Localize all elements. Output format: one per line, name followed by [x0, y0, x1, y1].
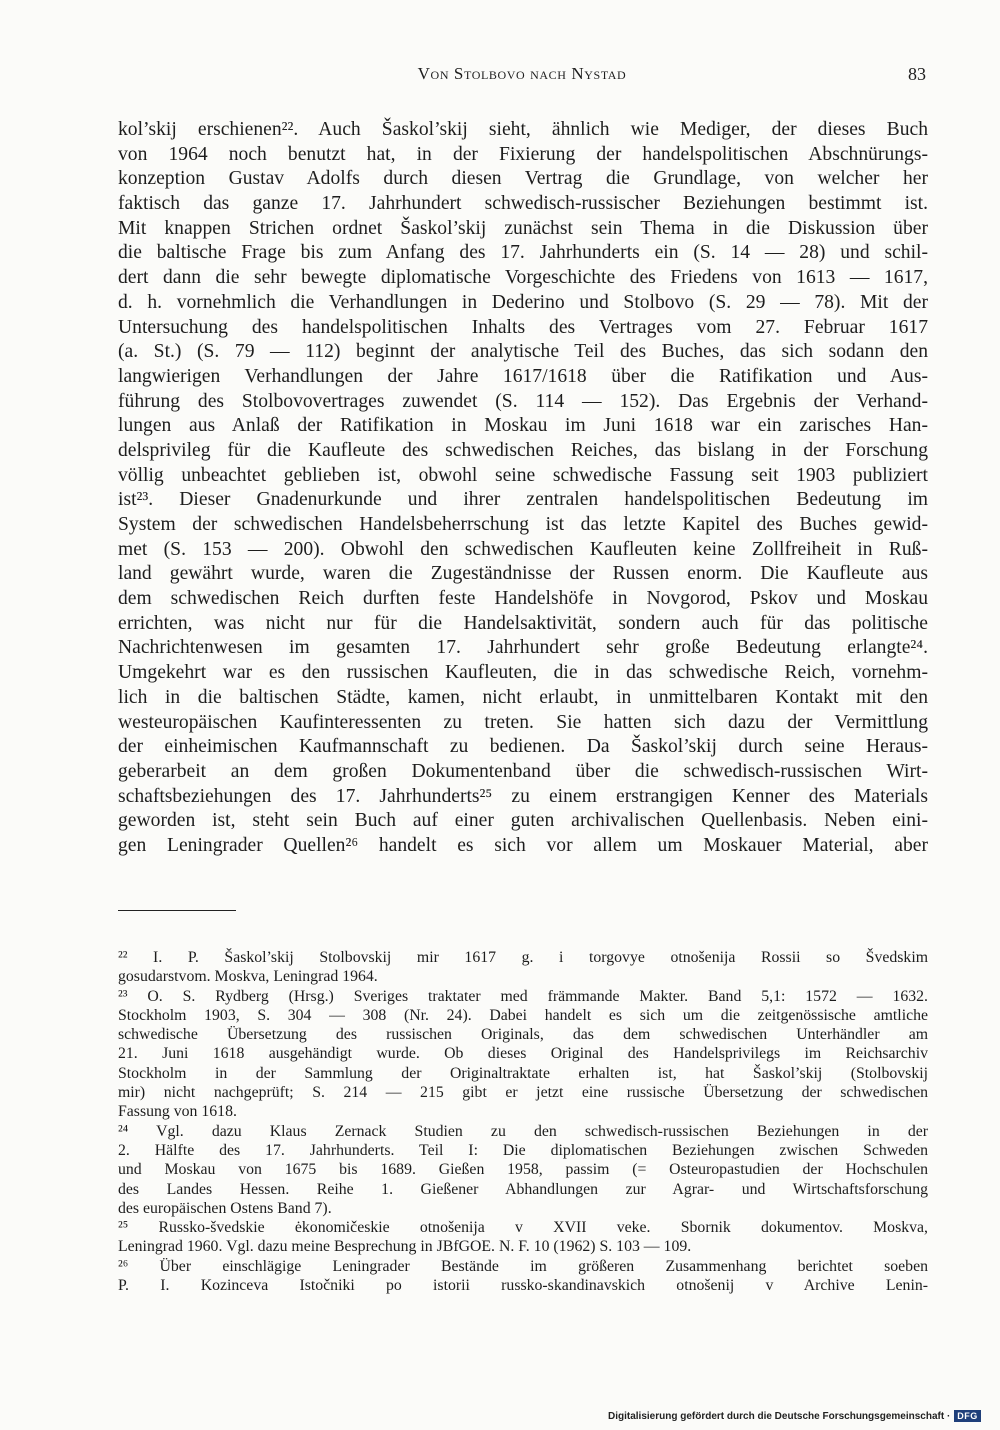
footnote-line: schwedische Übersetzung des russischen Originals, das dem schwedischen Unterhändler am — [118, 1026, 928, 1044]
footnote-line: Stockholm in der Sammlung der Originaltraktate erhalten ist, hat Šaskol’skij (Stolbovskij — [118, 1064, 928, 1082]
body-line: d. h. vornehmlich die Verhandlungen in Dederino und Stolbovo (S. 29 — 78). Mit der — [118, 291, 928, 313]
body-line: von 1964 noch benutzt hat, in der Fixierung der handelspolitischen Abschnürungs- — [118, 143, 928, 165]
body-line: führung des Stolbovovertrages zuwendet (S. 114 — 152). Das Ergebnis der Verhand- — [118, 390, 928, 412]
footnote-line: 21. Juni 1618 ausgehändigt wurde. Ob dieses Original des Handelsprivilegs im Reichsarchiv — [118, 1045, 928, 1063]
footnote-line: ²⁴ Vgl. dazu Klaus Zernack Studien zu den schwedisch-russischen Beziehungen in der — [118, 1122, 928, 1140]
body-line: geberarbeit an dem großen Dokumentenband über die schwedisch-russischen Wirt- — [118, 760, 928, 782]
footnote-line: 2. Hälfte des 17. Jahrhunderts. Teil I: Die diplomatischen Beziehungen zwischen Schweden — [118, 1141, 928, 1159]
digitization-credit — [608, 1408, 981, 1424]
body-line: dem schwedischen Reich durften feste Handelshöfe in Novgorod, Pskov und Moskau — [118, 588, 928, 610]
body-line: die baltische Frage bis zum Anfang des 17. Jahrhunderts ein (S. 14 — 28) und schil- — [118, 242, 928, 264]
body-line: völlig unbeachtet geblieben ist, obwohl seine schwedische Fassung seit 1903 publiziert — [118, 464, 928, 486]
footnote-line: gosudarstvom. Moskva, Leningrad 1964. — [118, 968, 378, 986]
footnote-line: Leningrad 1960. Vgl. dazu meine Besprechung in JBfGOE. N. F. 10 (1962) S. 103 — 109. — [118, 1238, 692, 1256]
footnote-line: ²² I. P. Šaskol’skij Stolbovskij mir 1617 g. i torgovye otnošenija Rossii so Švedskim — [118, 949, 928, 966]
body-line: geworden ist, steht sein Buch auf einer guten archivalischen Quellenbasis. Neben eini- — [118, 810, 928, 832]
page-number: 83 — [908, 64, 926, 84]
body-line: kol’skij erschienen²². Auch Šaskol’skij sieht, ähnlich wie Mediger, der dieses Buch — [118, 119, 928, 140]
body-text — [118, 118, 928, 859]
credit-text: Digitalisierung gefördert durch die Deutsche Forschungsgemeinschaft · — [608, 1410, 951, 1422]
body-line: lich in die baltischen Städte, kamen, nicht erlaubt, in unmittelbaren Kontakt mit den — [118, 686, 928, 708]
body-line: Untersuchung des handelspolitischen Inhalts des Vertrages vom 27. Februar 1617 — [118, 316, 928, 338]
footnote-line: ²⁶ Über einschlägige Leningrader Bestände im größeren Zusammenhang berichtet soeben — [118, 1257, 928, 1275]
body-line: delsprivileg für die Kaufleute des schwedischen Reiches, das bislang in der Forschung — [118, 439, 928, 461]
footnote-line: und Moskau von 1675 bis 1689. Gießen 1958, passim (= Osteuropastudien der Hochschulen — [118, 1161, 928, 1179]
body-line: System der schwedischen Handelsbeherrschung ist das letzte Kapitel des Buches gewid- — [118, 514, 928, 535]
body-line: westeuropäischen Kaufinteressenten zu treten. Sie hatten sich dazu der Vermittlung — [118, 711, 928, 733]
footnote-line: Stockholm 1903, S. 304 — 308 (Nr. 24). Dabei handelt es sich um die zeitgenössische amtliche — [118, 1006, 928, 1024]
footnote-line: ²³ O. S. Rydberg (Hrsg.) Sveriges traktater med främmande Makter. Band 5,1: 1572 — 1632. — [118, 987, 928, 1005]
body-line: errichten, was nicht nur für die Handelsaktivität, sondern auch für das politische — [118, 612, 928, 634]
body-line: schaftsbeziehungen des 17. Jahrhunderts²⁵ zu einem erstrangigen Kenner des Materials — [118, 785, 928, 807]
body-line: Nachrichtenwesen im gesamten 17. Jahrhundert sehr große Bedeutung erlangte²⁴. — [118, 637, 928, 659]
body-line: Mit knappen Strichen ordnet Šaskol’skij zunächst sein Thema in die Diskussion über — [118, 217, 928, 239]
running-title: Von Stolbovo nach Nystad — [417, 64, 627, 83]
body-line: langwierigen Verhandlungen der Jahre 1617/1618 über die Ratifikation und Aus- — [118, 365, 928, 387]
body-line: faktisch das ganze 17. Jahrhundert schwedisch-russischer Beziehungen bestimmt ist. — [118, 193, 928, 215]
footnotes — [118, 948, 928, 1295]
footnote-divider — [118, 910, 236, 911]
footnote-line: des Landes Hessen. Reihe 1. Gießener Abhandlungen zur Agrar- und Wirtschaftsforschung — [118, 1180, 928, 1198]
dfg-logo: DFG — [954, 1410, 981, 1422]
body-line: ist²³. Dieser Gnadenurkunde und ihrer zentralen handelspolitischen Bedeutung im — [118, 489, 928, 511]
body-line: gen Leningrader Quellen²⁶ handelt es sich vor allem um Moskauer Material, aber — [118, 834, 928, 856]
footnote-line: des europäischen Ostens Band 7). — [118, 1199, 332, 1217]
body-line: Umgekehrt war es den russischen Kaufleuten, die in das schwedische Reich, vornehm- — [118, 662, 928, 684]
running-head — [118, 64, 926, 94]
body-line: der einheimischen Kaufmannschaft zu bedienen. Da Šaskol’skij durch seine Heraus- — [118, 736, 928, 758]
body-line: land gewährt wurde, waren die Zugeständnisse der Russen enorm. Die Kaufleute aus — [118, 563, 928, 585]
body-line: lungen aus Anlaß der Ratifikation in Moskau im Juni 1618 war ein zarisches Han- — [118, 415, 928, 437]
footnote-line: mir) nicht nachgeprüft; S. 214 — 215 gibt er jetzt eine russische Übersetzung der schwedischen — [118, 1084, 928, 1102]
footnote-line: P. I. Kozinceva Istočniki po istorii russko-skandinavskich otnošenij v Archive Lenin- — [118, 1277, 928, 1295]
body-line: met (S. 153 — 200). Obwohl den schwedischen Kaufleuten keine Zollfreiheit in Ruß- — [118, 538, 928, 560]
body-line: konzeption Gustav Adolfs durch diesen Vertrag die Grundlage, von welcher her — [118, 168, 928, 190]
body-line: dert dann die sehr bewegte diplomatische Vorgeschichte des Friedens von 1613 — 1617, — [118, 267, 928, 289]
body-line: (a. St.) (S. 79 — 112) beginnt der analytische Teil des Buches, das sich sodann den — [118, 341, 928, 363]
footnote-line: Fassung von 1618. — [118, 1103, 237, 1121]
footnote-line: ²⁵ Russko-švedskie ėkonomičeskie otnošenija v XVII veke. Sbornik dokumentov. Moskva, — [118, 1219, 928, 1237]
